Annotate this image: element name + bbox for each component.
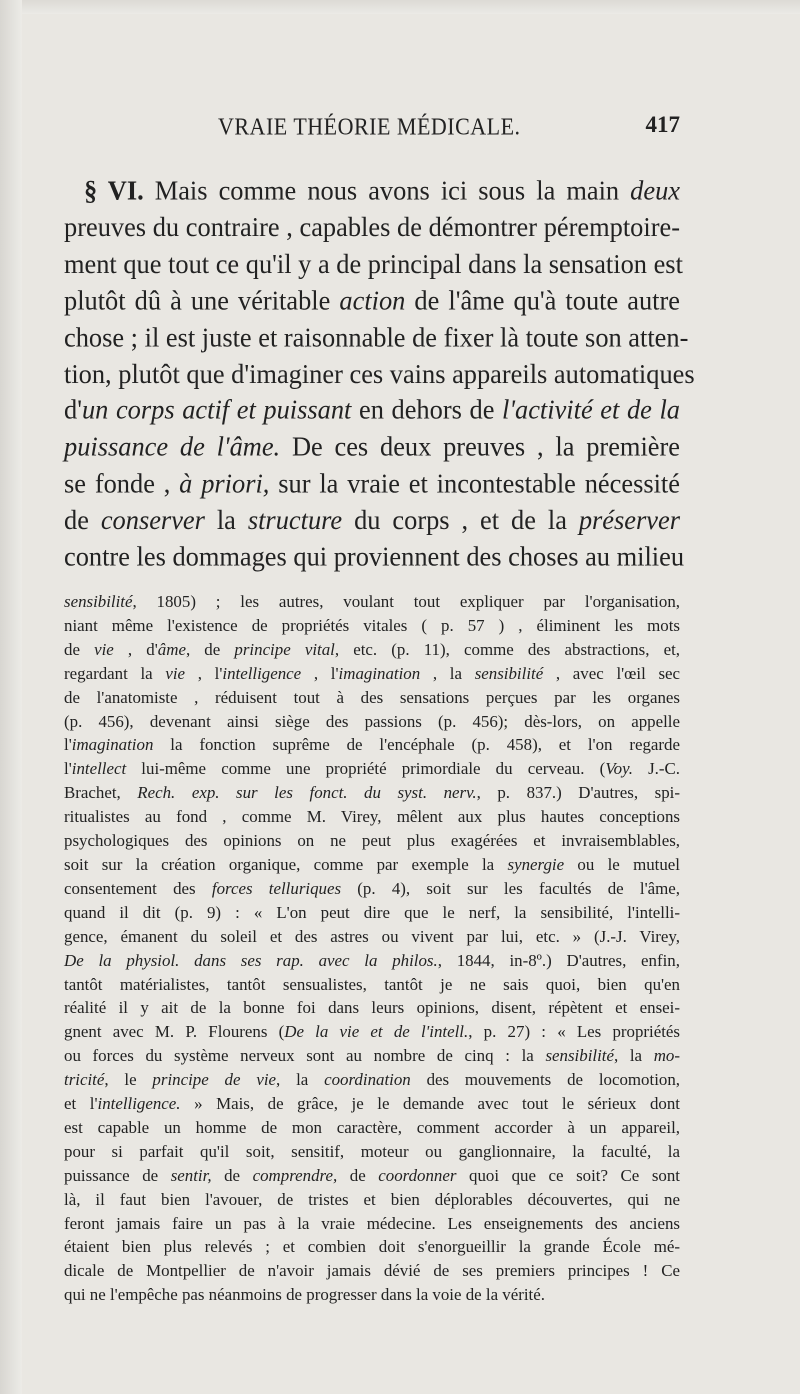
text-run: ou le mutuel (564, 854, 680, 874)
emphasis: Rech. exp. sur les fonct. du syst. nerv. (137, 783, 477, 803)
emphasis: intelligence. (97, 1094, 181, 1114)
footnote-line (64, 710, 680, 734)
text-run: chose ; il est juste et raisonnable de fixer là toute son atten- (64, 320, 689, 353)
text-run: ritualistes au fond , comme M. Virey, mêlent aux plus hautes conceptions (64, 807, 680, 827)
footnote-line (64, 662, 680, 686)
scan-shadow-left (0, 0, 22, 1394)
text-run: , d' (113, 639, 158, 659)
text-run: d' (64, 394, 82, 426)
text-run: Brachet, (64, 783, 138, 803)
footnote-line (64, 590, 680, 614)
text-run: , la (276, 1070, 325, 1090)
footnote-line (64, 1212, 680, 1236)
text-run: de (64, 639, 95, 659)
footnote-line (64, 638, 680, 662)
text-run: J.-C. (632, 759, 680, 779)
text-run: la fonction suprême de l'encéphale (p. 458), et l'on regarde (153, 735, 680, 755)
text-run: feront jamais faire un pas à la vraie médecine. Les enseignements des anciens (64, 1213, 680, 1233)
emphasis: à priori, (179, 467, 270, 499)
text-run: est capable un homme de mon caractère, comment accorder à un appareil, (64, 1117, 680, 1137)
text-run: et l' (64, 1094, 98, 1114)
emphasis: puissance de l'âme. (64, 430, 281, 463)
footnote-line (64, 996, 680, 1020)
text-run: (p. 4), soit sur les facultés de l'âme, (341, 878, 681, 898)
text-run: tion, plutôt que d'imaginer ces vains appareils automatiques (64, 357, 695, 389)
text-line (64, 429, 680, 466)
text-line (64, 245, 683, 282)
emphasis: structure (247, 503, 343, 536)
text-run: » Mais, de grâce, je le demande avec tout le sérieux dont (180, 1094, 680, 1114)
footnote-line (64, 925, 680, 949)
text-run: preuves du contraire , capables de démontrer péremptoire- (64, 210, 680, 243)
footnote-line (64, 781, 680, 805)
text-run: qui ne l'empêche pas néanmoins de progresser dans la voie de la vérité. (64, 1285, 545, 1305)
text-run: là, il faut bien l'avouer, de tristes et bien déplorables découvertes, qui ne (64, 1189, 680, 1209)
emphasis: De la vie et de l'intell. (284, 1022, 469, 1042)
footnote-line (64, 853, 680, 877)
text-run: psychologiques des opinions on ne peut plus exagérées et invraisemblables, (64, 831, 680, 851)
text-run: puissance de (64, 1165, 171, 1185)
text-run: gence, émanent du soleil et des astres ou vivent par lui, etc. » (J.-J. Virey, (64, 926, 680, 946)
text-run: plutôt dû à une véritable (64, 284, 340, 316)
emphasis: âme (157, 639, 186, 659)
footnote-line (64, 877, 680, 901)
text-run: lui-même comme une propriété primordiale du cerveau. ( (126, 759, 606, 779)
text-run: niant même l'existence de propriétés vitales ( p. 57 ) , éliminent les mots (64, 615, 680, 635)
footnote-line (64, 1068, 680, 1092)
text-line (64, 319, 689, 356)
text-run: en dehors de (351, 394, 503, 426)
footnote-line (64, 973, 680, 997)
text-run: , 1805) ; les autres, voulant tout expliquer par l'organisation, (132, 592, 680, 611)
emphasis: comprendre, (252, 1165, 338, 1185)
emphasis: Voy. (605, 759, 633, 779)
text-run: contre les dommages qui proviennent des choses au milieu (64, 540, 685, 573)
footnote-line (64, 614, 680, 638)
emphasis: imagination (71, 735, 154, 755)
text-run: se fonde , (64, 467, 180, 499)
emphasis: vie (165, 663, 186, 683)
footnote-line (64, 1283, 680, 1307)
emphasis: synergie (507, 854, 565, 874)
text-run: , 1844, in-8º.) D'autres, enfin, (437, 950, 680, 970)
footnote-line (64, 1259, 680, 1283)
text-run: gnent avec M. P. Flourens ( (64, 1022, 285, 1042)
text-run: réalité il y ait de la bonne foi dans leurs opinions, disent, répètent et ensei- (64, 998, 680, 1018)
section-mark: § VI. (84, 174, 144, 206)
text-run: ou forces du système nerveux sont au nombre de cinq : la (64, 1046, 546, 1066)
text-run: ment que tout ce qu'il y a de principal dans la sensation est (64, 247, 683, 279)
text-run: , la (613, 1046, 654, 1066)
footnote-line (64, 949, 680, 973)
emphasis: sensibilité (545, 1046, 614, 1066)
emphasis: préserver (578, 503, 680, 536)
text-run: pour si parfait qu'il soit, sensitif, moteur ou ganglionnaire, la faculté, la (64, 1141, 680, 1161)
text-run: , de (185, 639, 235, 659)
emphasis: principe vital (234, 639, 335, 659)
footnote-line (64, 757, 680, 781)
text-run: , p. 837.) D'autres, spi- (476, 783, 680, 803)
footnote-line (64, 1044, 680, 1068)
footnote-line (64, 1092, 680, 1116)
footnote-line (64, 805, 680, 829)
emphasis: principe de vie (152, 1070, 277, 1090)
emphasis: tricité (64, 1070, 105, 1090)
emphasis: action (339, 284, 406, 316)
running-head (64, 112, 680, 152)
text-run: des mouvements de locomotion, (410, 1070, 680, 1090)
emphasis: conserver (100, 503, 205, 536)
footnote-line (64, 1020, 680, 1044)
scan-shadow-top (0, 0, 800, 14)
footnote (64, 590, 680, 1307)
footnote-line (64, 733, 680, 757)
text-run: du corps , et de la (342, 503, 579, 536)
text-run: consentement des (64, 878, 212, 898)
footnote-line (64, 829, 680, 853)
text-run: , l' (301, 663, 339, 683)
text-line (64, 502, 680, 539)
page-number: 417 (645, 112, 680, 137)
text-run: Mais comme nous avons ici sous la main (143, 174, 631, 206)
text-run: de (337, 1165, 379, 1185)
footnote-line (64, 1188, 680, 1212)
text-run: quand il dit (p. 9) : « L'on peut dire que le nerf, la sensibilité, l'intelli- (64, 902, 680, 922)
text-run: , la (420, 663, 475, 683)
text-run: l' (64, 735, 72, 755)
text-run: De ces deux preuves , la première (280, 430, 680, 463)
text-run: étaient bien plus relevés ; et combien doit s'enorgueillir la grande École mé- (64, 1237, 680, 1257)
emphasis: mo- (653, 1046, 680, 1066)
text-run: soit sur la création organique, comme par exemple la (64, 854, 508, 874)
main-paragraph (64, 172, 695, 575)
text-run: , le (104, 1070, 153, 1090)
footnote-line (64, 1235, 680, 1259)
emphasis: forces telluriques (211, 878, 342, 898)
text-run: de (211, 1165, 253, 1185)
text-line (64, 392, 680, 429)
text-run: de l'âme qu'à toute autre (405, 284, 680, 316)
emphasis: imagination (338, 663, 421, 683)
emphasis: coordonner (378, 1165, 457, 1185)
text-run: quoi que ce soit? Ce sont (456, 1165, 681, 1185)
emphasis: l'activité et de la (502, 394, 680, 426)
text-line (64, 539, 685, 576)
emphasis: sensibilité (474, 663, 544, 683)
text-run: , l' (185, 663, 223, 683)
text-run: de (64, 503, 101, 536)
emphasis: un corps actif et puissant (81, 394, 352, 426)
footnote-line (64, 1164, 680, 1188)
emphasis: De la physiol. dans ses rap. avec la philos. (64, 950, 438, 970)
text-run: , etc. (p. 11), comme des abstractions, et, (334, 639, 680, 659)
text-run: sur la vraie et incontestable nécessité (269, 467, 680, 499)
text-line (64, 465, 680, 502)
text-run: (p. 456), devenant ainsi siège des passions (p. 456); dès-lors, on appelle (64, 711, 680, 731)
footnote-line (64, 1116, 680, 1140)
text-run: dicale de Montpellier de n'avoir jamais dévié de ses premiers principes ! Ce (64, 1261, 680, 1281)
footnote-line (64, 686, 680, 710)
text-run: , p. 27) : « Les propriétés (468, 1022, 680, 1042)
text-run: regardant la (64, 663, 166, 683)
emphasis: vie (94, 639, 114, 659)
text-line (64, 172, 680, 209)
text-run: l' (64, 759, 72, 779)
footnote-line (64, 901, 680, 925)
emphasis: coordination (324, 1070, 411, 1090)
emphasis: intellect (71, 759, 127, 779)
text-run: , avec l'œil sec (543, 663, 681, 683)
text-line (64, 282, 680, 319)
text-run: de l'anatomiste , réduisent tout à des sensations perçues par les organes (64, 687, 680, 707)
emphasis: sentir, (170, 1165, 212, 1185)
text-run: la (204, 503, 248, 536)
emphasis: sensibilité (64, 592, 133, 611)
text-line (64, 355, 695, 392)
text-line (64, 209, 680, 246)
book-page (64, 112, 695, 1305)
emphasis: intelligence (222, 663, 302, 683)
footnote-line (64, 1140, 680, 1164)
emphasis: deux (630, 174, 680, 206)
running-title: VRAIE THÉORIE MÉDICALE. (218, 112, 521, 140)
text-run: tantôt matérialistes, tantôt sensualistes, tantôt je ne sais quoi, bien qu'en (64, 974, 680, 994)
